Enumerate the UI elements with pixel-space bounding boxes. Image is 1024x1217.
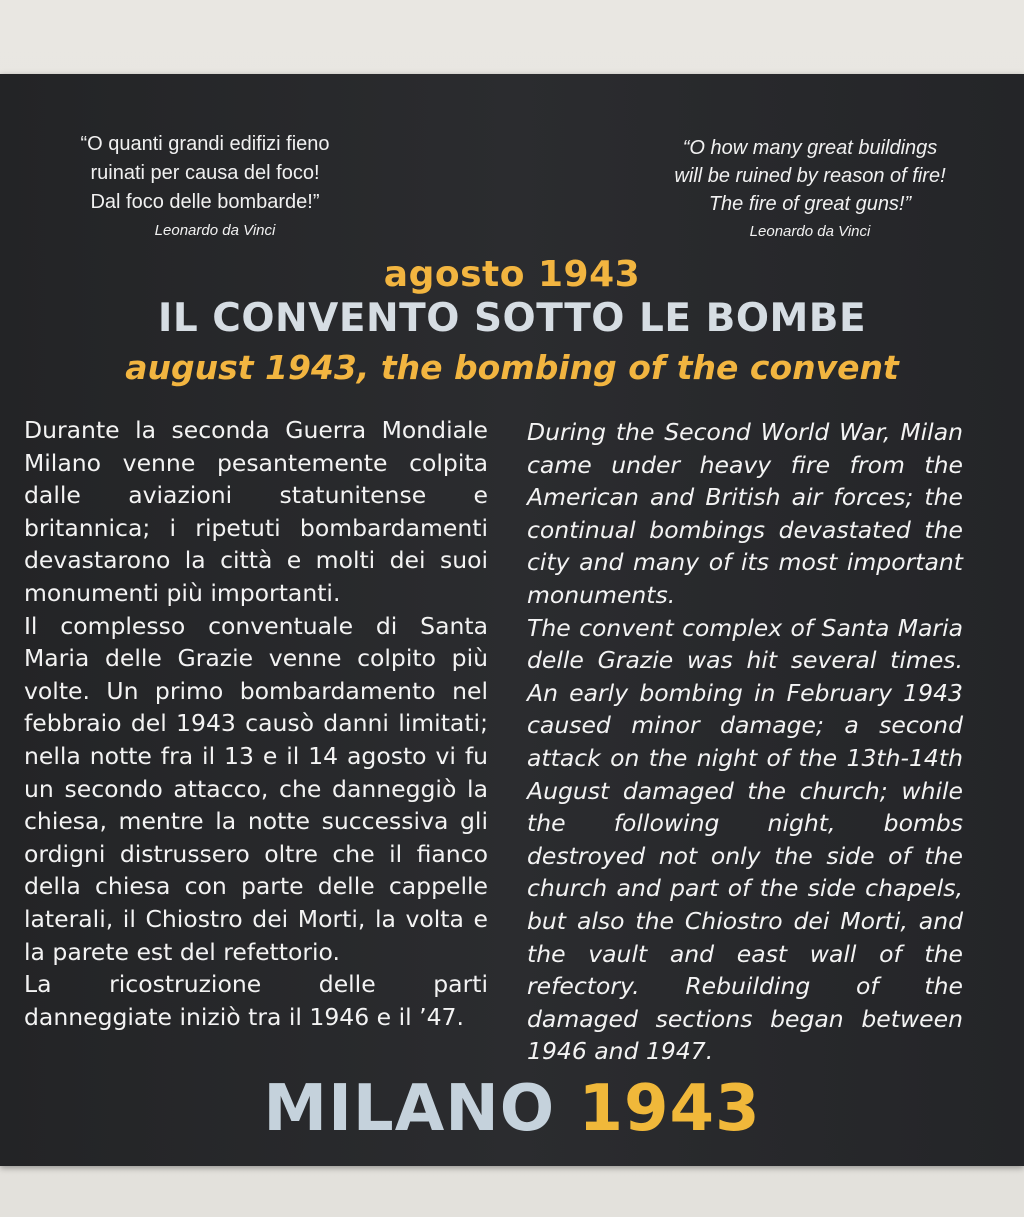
quote-english-line: The fire of great guns!”	[708, 193, 912, 215]
quote-english-line: will be ruined by reason of fire!	[674, 165, 946, 187]
quote-italian-author: Leonardo da Vinci	[154, 222, 276, 239]
subtitle-english: august 1943, the bombing of the convent	[125, 348, 899, 387]
main-title: IL CONVENTO SOTTO LE BOMBE	[157, 296, 867, 341]
quote-english-line: “O how many great buildings	[682, 137, 938, 159]
body-english-paragraph: During the Second World War, Milan came under heavy fire from the American and British air forces; the continual bombings devastated the city and many of its most important monuments.	[527, 418, 963, 609]
footer-year: 1943	[578, 1072, 761, 1146]
footer-city: MILANO	[263, 1072, 556, 1146]
footer-title	[0, 1072, 1024, 1146]
quote-italian-line: Dal foco delle bombarde!”	[90, 191, 320, 213]
exhibition-panel	[0, 74, 1024, 1166]
body-italian-paragraph: Il complesso conventuale di Santa Maria delle Grazie venne colpito più volte. Un primo bombardamento nel febbraio del 1943 causò danni limitati; nella notte fra il 13 e il 14 agosto vi fu un secondo attacco, che danneggiò la chiesa, mentre la notte successiva gli ordigni distrussero oltre che il fianco della chiesa con parte delle cappelle laterali, il Chiostro dei Morti, la volta e la parete est del refettorio.	[24, 611, 488, 966]
body-italian-paragraph: Durante la seconda Guerra Mondiale Milano venne pesantemente colpita dalle aviazioni statunitense e britannica; i ripetuti bombardamenti devastarono la città e molti dei suoi monumenti più importanti.	[24, 416, 488, 607]
body-italian-column	[24, 414, 488, 1033]
body-italian-paragraph: La ricostruzione delle parti danneggiate iniziò tra il 1946 e il ’47.	[24, 970, 488, 1031]
quote-english	[640, 134, 980, 242]
body-english-paragraph: The convent complex of Santa Maria delle Grazie was hit several times. An early bombing in February 1943 caused minor damage; a second attack on the night of the 13th-14th August damaged the church; while the following night, bombs destroyed not only the side of the church and part of the side chapels, but also the Chiostro dei Morti, and the vault and east wall of the refectory. Rebuilding of the damaged sections began between 1946 and 1947.	[527, 613, 963, 1066]
body-english-column	[527, 416, 963, 1068]
quote-italian	[40, 130, 370, 241]
date-italian: agosto 1943	[383, 254, 641, 295]
quote-italian-line: ruinati per causa del foco!	[90, 162, 320, 184]
quote-italian-line: “O quanti grandi edifizi fieno	[80, 133, 330, 155]
quote-english-author: Leonardo da Vinci	[749, 223, 871, 240]
